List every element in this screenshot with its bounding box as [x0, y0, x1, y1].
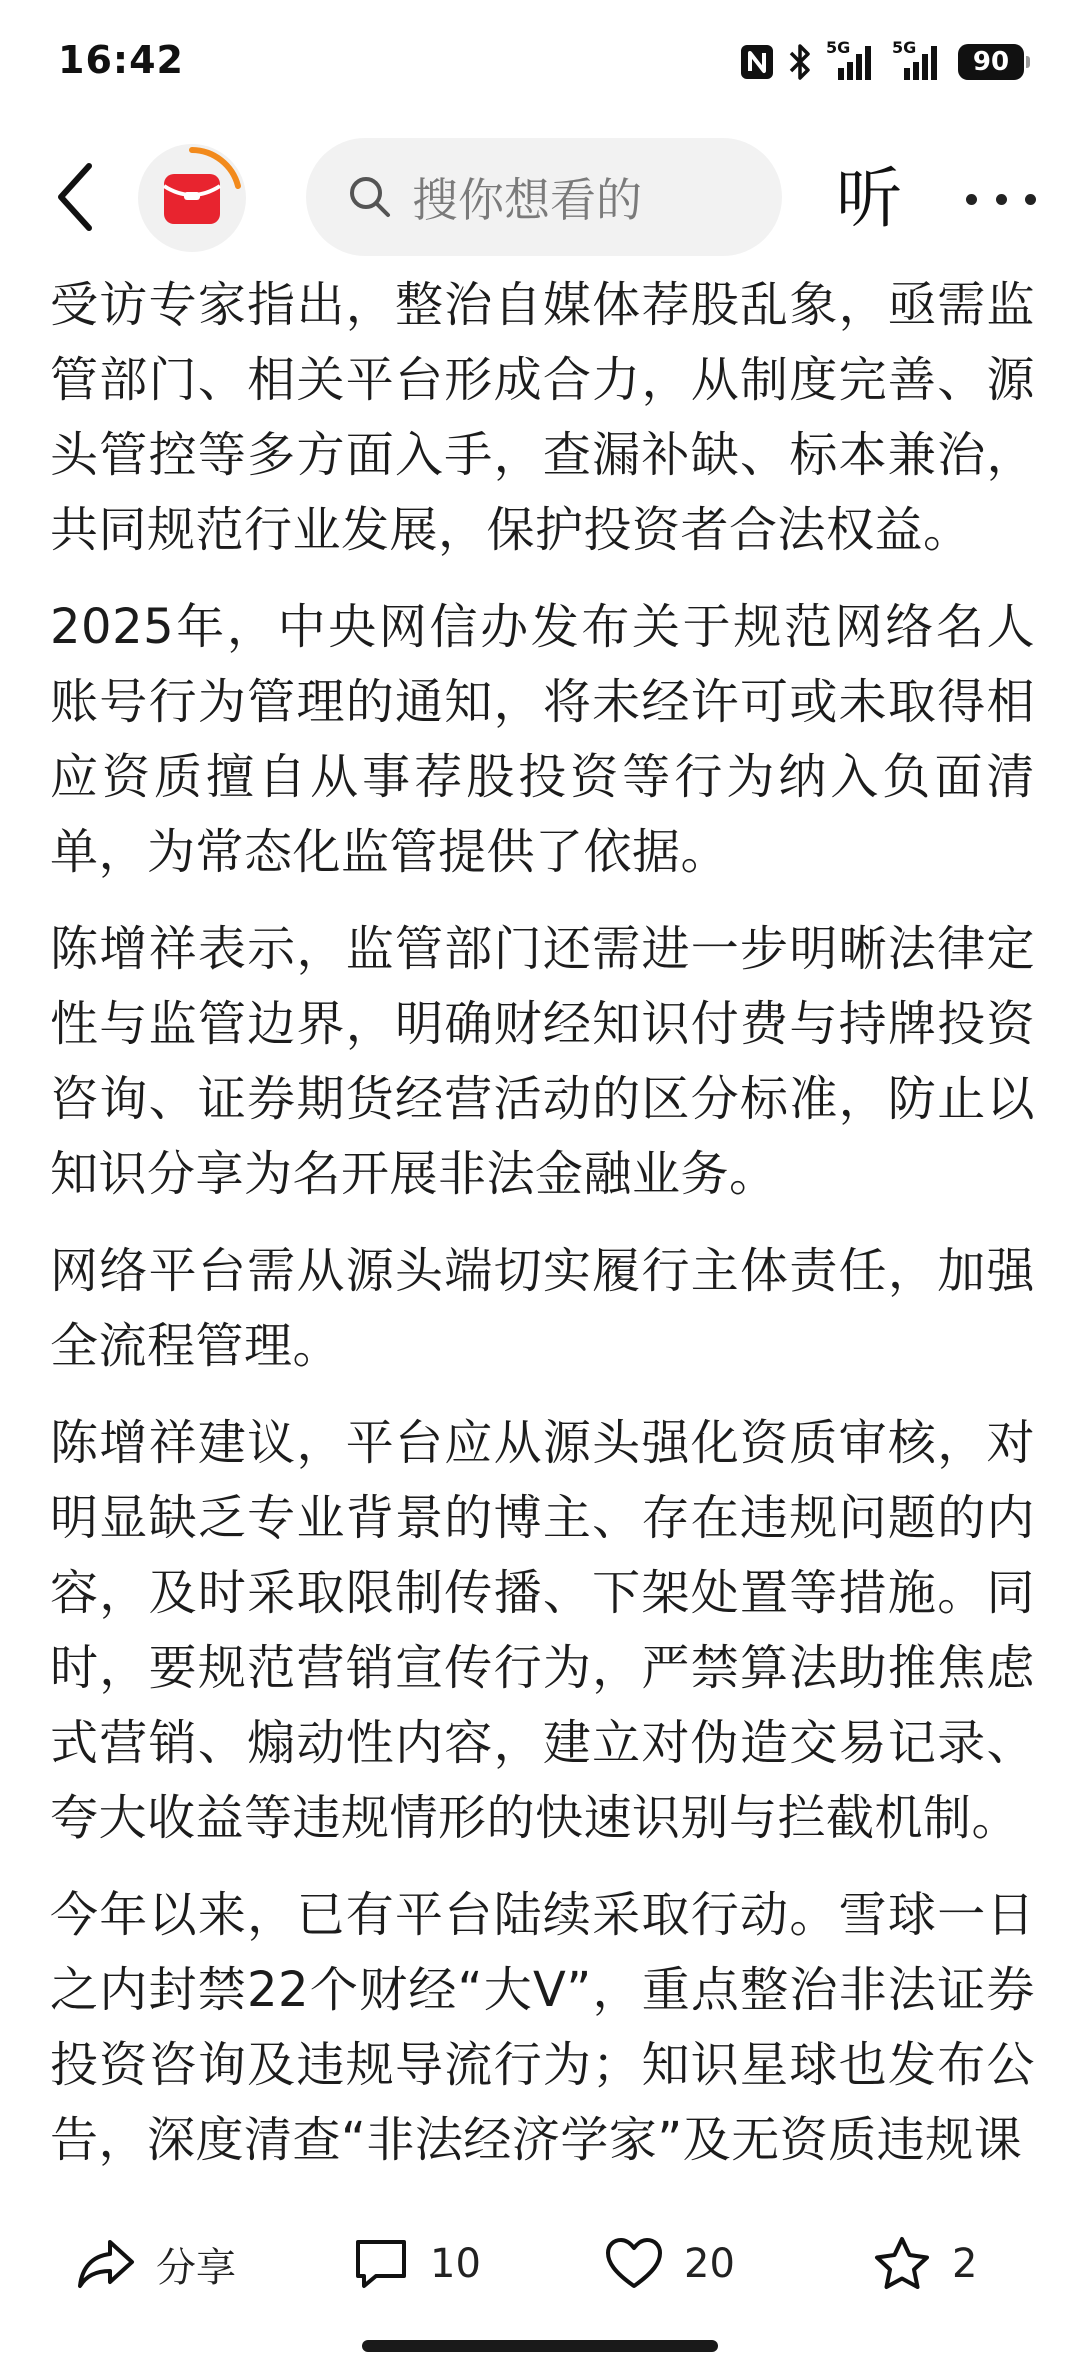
back-arrow-icon [55, 162, 95, 232]
listen-button[interactable]: 听 [836, 160, 902, 237]
article-body [50, 268, 1035, 2198]
back-button[interactable] [40, 152, 110, 242]
battery-level: 90 [972, 47, 1010, 77]
article-paragraph: 网络平台需从源头端切实履行主体责任，加强全流程管理。 [50, 1243, 1035, 1374]
article-paragraph: 陈增祥建议，平台应从源头强化资质审核，对明显缺乏专业背景的博主、存在违规问题的内容，及时采取限制传播、下架处置等措施。同时，要规范营销宣传行为，严禁算法助推焦虑式营销、煽动性内容，建立对伪造交易记录、夸大收益等违规情形的快速识别与拦截机制。 [50, 1415, 1035, 1846]
action-bar [0, 2198, 1080, 2328]
app-logo[interactable] [138, 144, 246, 252]
like-icon [604, 2236, 664, 2292]
favorite-button[interactable] [872, 2224, 977, 2304]
search-icon [346, 173, 394, 221]
search-placeholder: 搜你想看的 [412, 173, 642, 227]
comment-icon [352, 2236, 410, 2292]
bluetooth-icon [788, 43, 812, 81]
article-paragraph: 陈增祥表示，监管部门还需进一步明晰法律定性与监管边界，明确财经知识付费与持牌投资咨询、证券期货经营活动的区分标准，防止以知识分享为名开展非法金融业务。 [50, 921, 1035, 1202]
signal-type-label: 5G [826, 38, 851, 57]
article-paragraph: 今年以来，已有平台陆续采取行动。雪球一日之内封禁22个财经“大V”，重点整治非法证券投资咨询及违规导流行为；知识星球也发布公告，深度清查“非法经济学家”及无资质违规课 [50, 1887, 1035, 2168]
article-paragraph: 受访专家指出，整治自媒体荐股乱象，亟需监管部门、相关平台形成合力，从制度完善、源头管控等多方面入手，查漏补缺、标本兼治，共同规范行业发展，保护投资者合法权益。 [50, 277, 1035, 558]
article-paragraph: 2025年，中央网信办发布关于规范网络名人账号行为管理的通知，将未经许可或未取得相应资质擅自从事荐股投资等行为纳入负面清单，为常态化监管提供了依据。 [50, 599, 1035, 880]
signal-icon-2 [892, 38, 944, 82]
favorite-count: 2 [952, 2241, 978, 2287]
signal-type-label-2: 5G [892, 38, 917, 57]
app-logo-ring-icon [138, 144, 246, 252]
top-nav [0, 128, 1080, 268]
status-time: 16:42 [58, 38, 184, 82]
share-label: 分享 [156, 2244, 236, 2291]
share-button[interactable] [76, 2224, 236, 2304]
battery-icon [958, 44, 1024, 80]
nfc-icon [740, 44, 774, 80]
status-icons [740, 38, 1024, 82]
signal-icon [826, 38, 878, 82]
like-button[interactable] [604, 2224, 735, 2304]
favorite-icon [872, 2235, 932, 2293]
comment-count: 10 [430, 2241, 481, 2287]
more-icon[interactable] [966, 174, 1036, 224]
comment-button[interactable] [352, 2224, 481, 2304]
share-icon [76, 2236, 136, 2292]
search-input[interactable] [306, 138, 782, 256]
like-count: 20 [684, 2241, 735, 2287]
home-indicator[interactable] [362, 2340, 718, 2352]
status-bar [0, 0, 1080, 128]
